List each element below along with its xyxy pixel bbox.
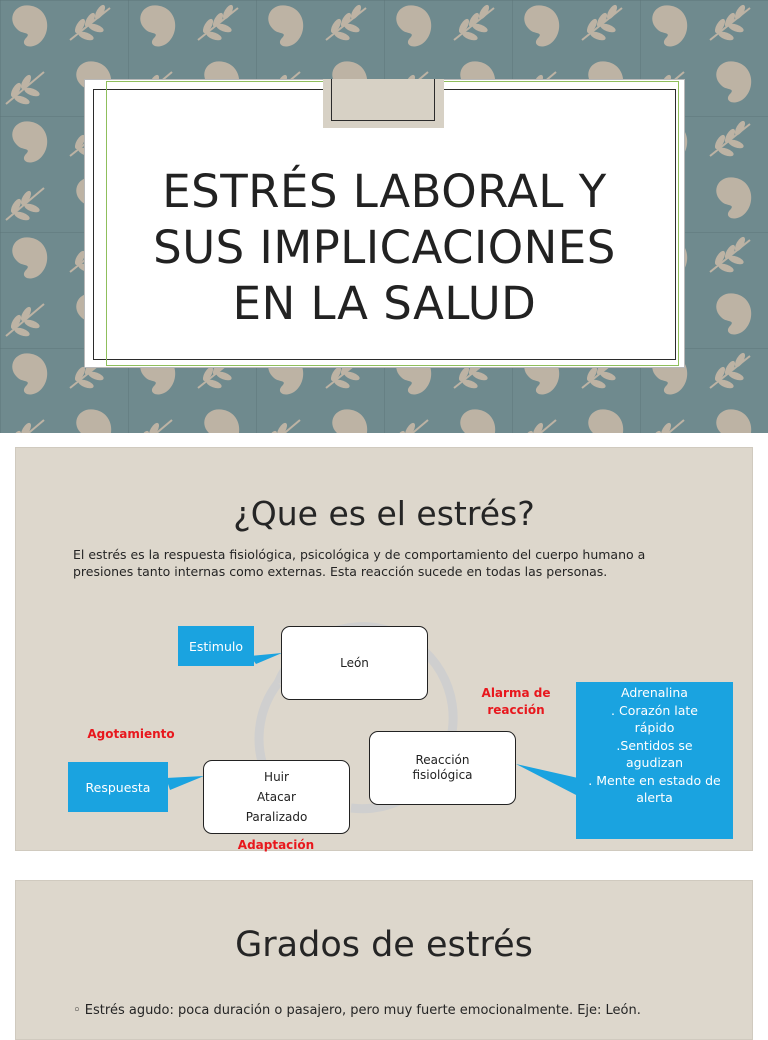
title-line-1: ESTRÉS LABORAL Y bbox=[162, 165, 607, 218]
box-reaccion bbox=[369, 731, 516, 805]
respuesta-pointer bbox=[166, 776, 204, 790]
box-leon-label: León bbox=[340, 656, 369, 670]
reaction-line-3: .Sentidos se agudizan bbox=[616, 737, 693, 770]
callout-reaccion bbox=[576, 682, 733, 839]
box-leon bbox=[281, 626, 428, 700]
slide-title bbox=[85, 164, 684, 332]
definition-text: El estrés es la respuesta fisiológica, psicológica y de comportamiento del cuerpo humano a presiones tanto internas como externas. Esta reacción sucede en todas las personas. bbox=[73, 547, 646, 579]
reaction-pointer bbox=[516, 764, 578, 796]
box-line-atacar: Atacar bbox=[257, 790, 296, 804]
reaction-line-4: . Mente en estado de alerta bbox=[588, 772, 721, 805]
box-reaccion-label: Reacción fisiológica bbox=[412, 753, 473, 782]
stress-degrees-slide bbox=[15, 880, 753, 1040]
phase-agotamiento: Agotamiento bbox=[87, 727, 175, 741]
callout-estimulo-label: Estimulo bbox=[188, 638, 243, 654]
title-slide bbox=[0, 0, 768, 433]
stress-definition-slide bbox=[15, 447, 753, 851]
phase-alarma: Alarma de reacción bbox=[481, 686, 551, 717]
bullet-acute-stress: ◦ Estrés agudo: poca duración o pasajero, pero muy fuerte emocionalmente. Eje: León. bbox=[73, 1003, 641, 1018]
callout-estimulo bbox=[178, 626, 254, 666]
reaction-line-1: Adrenalina bbox=[621, 685, 688, 700]
title-line-2: SUS IMPLICACIONES bbox=[153, 221, 616, 274]
phase-adaptacion: Adaptación bbox=[237, 838, 315, 852]
callout-respuesta bbox=[68, 762, 168, 812]
title-tab bbox=[323, 79, 444, 128]
title-line-3: EN LA SALUD bbox=[232, 277, 537, 330]
slide-heading: ¿Que es el estrés? bbox=[233, 494, 535, 533]
estimulo-pointer bbox=[250, 653, 282, 664]
reaction-line-2: . Corazón late rápido bbox=[611, 702, 698, 735]
box-line-huir: Huir bbox=[264, 770, 289, 784]
box-respuestas bbox=[203, 760, 350, 834]
box-line-paralizado: Paralizado bbox=[245, 810, 308, 824]
callout-respuesta-label: Respuesta bbox=[85, 779, 151, 795]
title-card bbox=[84, 79, 685, 368]
slide-heading-degrees: Grados de estrés bbox=[235, 925, 533, 965]
